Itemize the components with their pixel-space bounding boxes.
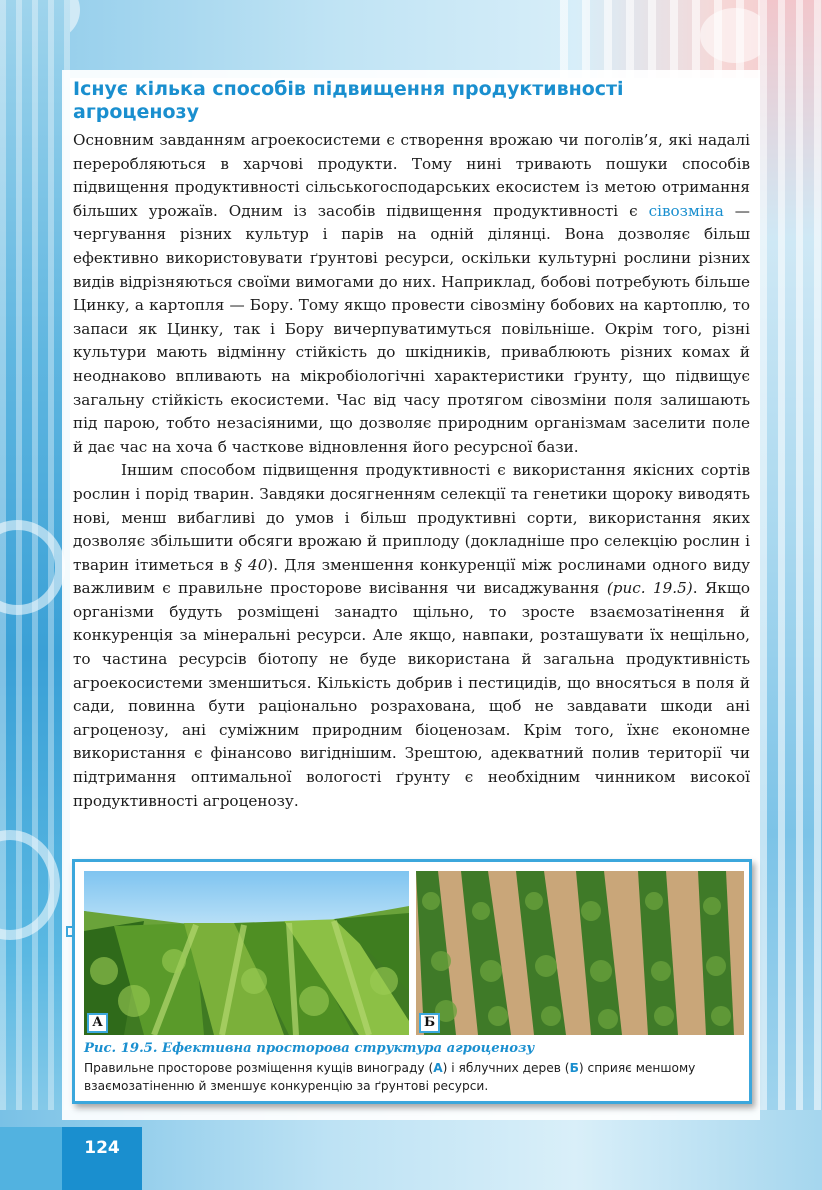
section-reference: § 40 [234, 555, 268, 574]
figure-reference: (рис. 19.5) [606, 579, 693, 598]
term-crop-rotation: сівозміна [648, 201, 724, 220]
ref-b: Б [569, 1061, 579, 1075]
right-decoration [760, 0, 822, 1190]
page-number-bar [0, 1127, 62, 1190]
top-decoration [0, 0, 822, 78]
figure-caption: Рис. 19.5. Ефективна просторова структура агроценозу [84, 1041, 535, 1056]
paragraph-2: Іншим способом підвищення продуктивності є використання якісних сортів рослин і порід тварин. Завдяки досягненням селекції та генетики щороку виводять нові, менш вибагливі до умов і більш продуктивні сорти, використання яких дозволяє збільшити обсяги врожаю й приплоду (докладніше про селекцію рослин і тварин ітиметься в § 40). Для зменшення конкуренції між рослинами одного виду важливим є правильне просторове висівання чи висаджування (рис. 19.5). Якщо організми будуть розміщені занадто щільно, то зросте взаємозатінення й конкуренція за мінеральні ресурси. Але якщо, навпаки, розташувати їх нещільно, то частина ресурсів біотопу не буде використана й загальна продуктивність агроекосистеми зменшиться. Кількість добрив і пестицидів, що вносяться в поля й сади, повинна бути раціонально розрахована, щоб не завдавати шкоди ані агроценозу, ані суміжним природним біоценозам. Крім того, їхнє економне використання є фінансово вигіднішим. Зрештою, адекватний полив території чи підтримання оптимальної вологості ґрунту є необхідним чинником високої продуктивності агроценозу. [73, 461, 751, 810]
photo-label-b: Б [419, 1013, 440, 1033]
photo-label-a: А [87, 1013, 108, 1033]
section-heading: Існує кілька способів підвищення продуктивності агроценозу [73, 78, 624, 123]
page-number-box [62, 1127, 142, 1190]
ref-a: А [433, 1061, 443, 1075]
paragraph-1: Основним завданням агроекосистеми є створення врожаю чи поголів’я, які надалі переробляються в харчові продукти. Тому нині тривають пошуки способів підвищення продуктивності сільськогосподарських екосистем із метою отримання більших урожаїв. Одним із засобів підвищення продуктивності є сівозміна — чергування різних культур і парів на одній ділянці. Вона дозволяє більш ефективно використовувати ґрунтові ресурси, оскільки культурні рослини різних видів відрізняються своїми вимогами до них. Наприклад, бобові потребують більше Цинку, а картопля — Бору. Тому якщо провести сівозміну бобових на картоплю, то запаси як Цинку, так і Бору вичерпуватимуться повільніше. Окрім того, різні культури мають відмінну стійкість до шкідників, приваблюють різних комах й неоднаково впливають на мікробіологічні характеристики ґрунту, що підвищує загальну стійкість екосистеми. Час від часу протягом сівозміни поля залишають під парою, тобто незасіяними, що дозволяє природним організмам заселити поле й дає час на хоча б часткове відновлення його ресурсної бази. [73, 131, 750, 456]
figure-19-5 [72, 859, 752, 1104]
page-number: 124 [84, 1138, 120, 1158]
orchard-photo [416, 871, 744, 1035]
left-decoration [0, 0, 70, 1190]
body-text [73, 129, 750, 813]
vineyard-photo [84, 871, 409, 1035]
figure-description: Правильне просторове розміщення кущів винограду (А) і яблучних дерев (Б) сприяє меншому взаємозатіненню й зменшує конкуренцію за ґрунтові ресурси. [84, 1061, 696, 1093]
